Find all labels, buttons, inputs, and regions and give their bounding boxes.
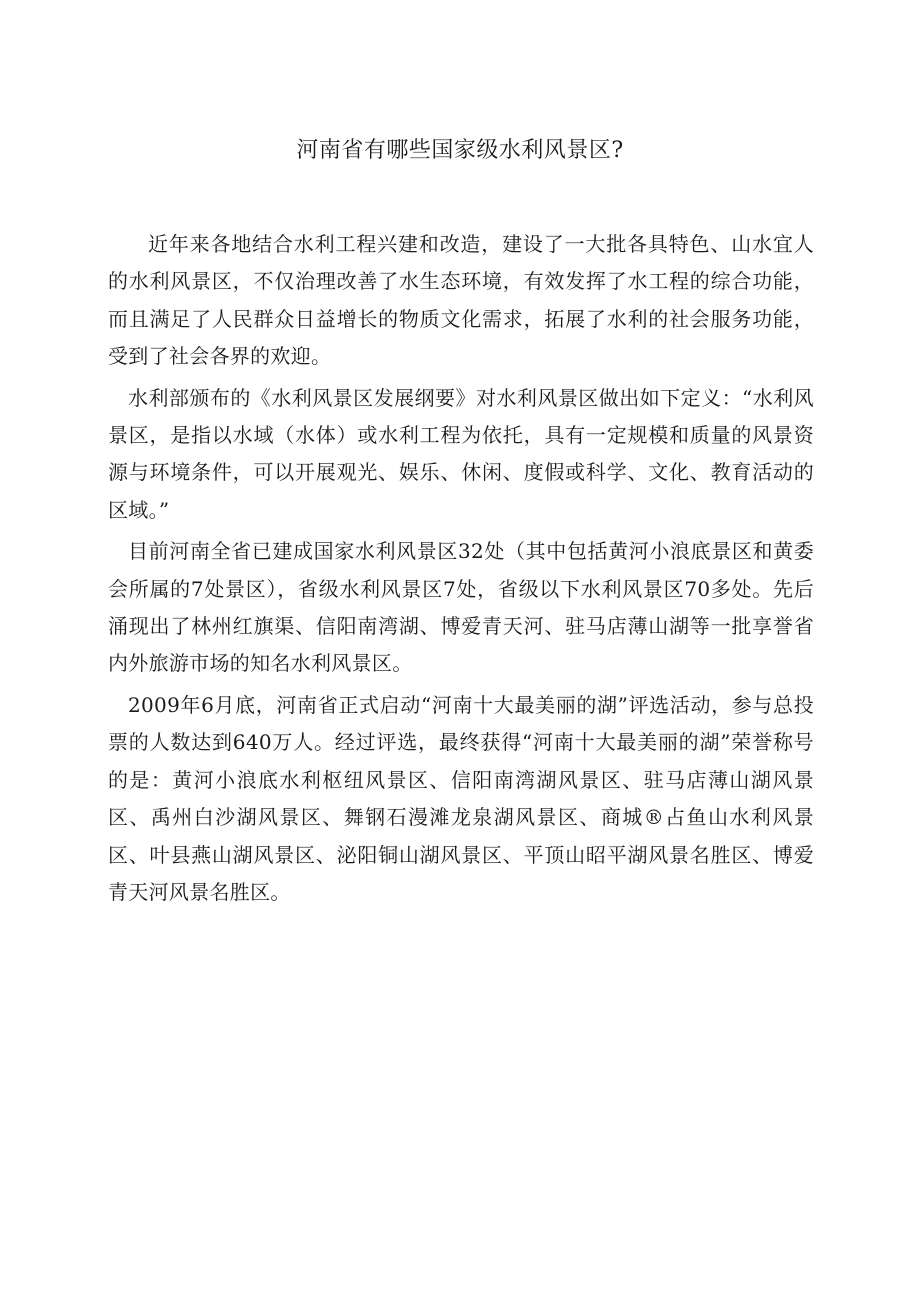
paragraph-top-ten-lakes: 2009年6月底，河南省正式启动“河南十大最美丽的湖”评选活动，参与总投票的人数达到640万人。经过评选，最终获得“河南十大最美丽的湖”荣誉称号的是：黄河小浪底水利枢纽风景区、信阳南湾湖风景区、驻马店薄山湖风景区、禹州白沙湖风景区、舞钢石漫滩龙泉湖风景区、商城®占鱼山水利风景区、叶县燕山湖风景区、泌阳铜山湖风景区、平顶山昭平湖风景名胜区、博爱青天河风景名胜区。 [108,692,814,904]
document-body [108,226,814,911]
paragraph-intro: 近年来各地结合水利工程兴建和改造，建设了一大批各具特色、山水宜人的水利风景区，不仅治理改善了水生态环境，有效发挥了水工程的综合功能，而且满足了人民群众日益增长的物质文化需求，拓展了水利的社会服务功能，受到了社会各界的欢迎。 [108,232,814,369]
paragraph-henan-status: 目前河南全省已建成国家水利风景区32处（其中包括黄河小浪底景区和黄委会所属的7处景区），省级水利风景区7处，省级以下水利风景区70多处。先后涌现出了林州红旗渠、信阳南湾湖、博爱青天河、驻马店薄山湖等一批享誉省内外旅游市场的知名水利风景区。 [108,539,814,676]
paragraph-definition: 水利部颁布的《水利风景区发展纲要》对水利风景区做出如下定义：“水利风景区，是指以水域（水体）或水利工程为依托，具有一定规模和质量的风景资源与环境条件，可以开展观光、娱乐、休闲、度假或科学、文化、教育活动的区域。” [108,385,814,522]
document-title: 河南省有哪些国家级水利风景区? [296,138,624,163]
